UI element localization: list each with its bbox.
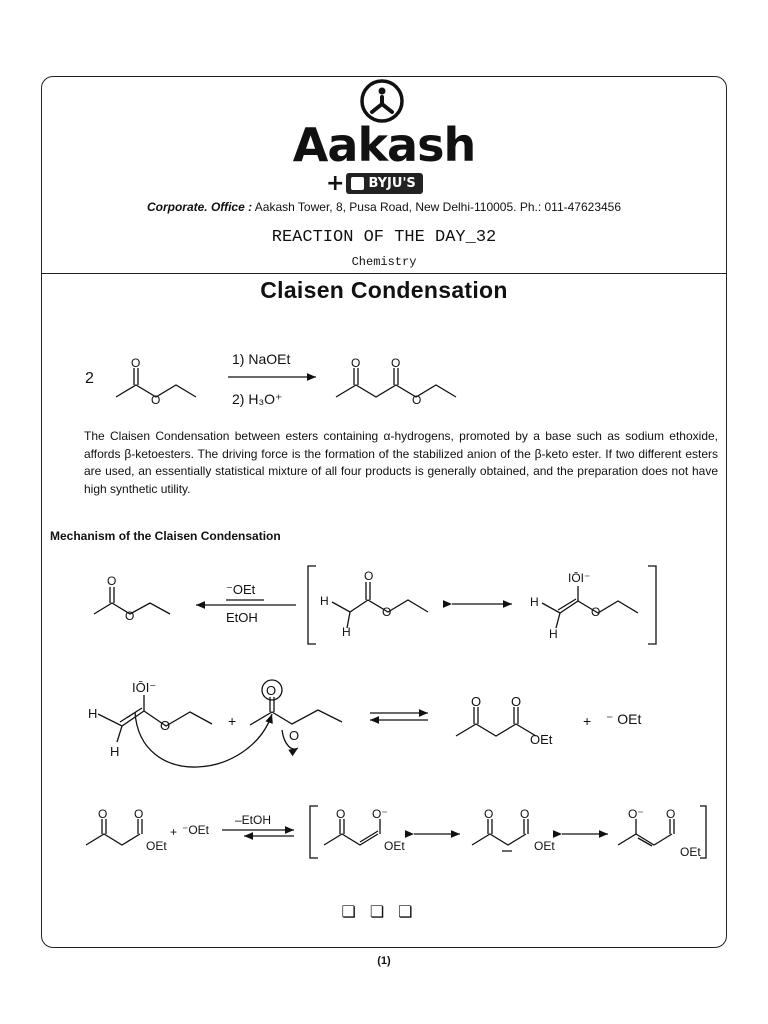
svg-text:O: O [336, 807, 346, 821]
svg-text:H: H [320, 594, 329, 608]
svg-text:IŌI⁻: IŌI⁻ [132, 680, 157, 695]
svg-text:O: O [666, 807, 676, 821]
svg-text:O: O [151, 393, 161, 407]
svg-text:OEt: OEt [680, 845, 701, 859]
svg-text:O: O [98, 807, 108, 821]
svg-text:H: H [530, 595, 539, 609]
page-number: (1) [377, 955, 391, 967]
svg-text:O: O [591, 605, 601, 619]
svg-text:O: O [125, 609, 135, 623]
svg-text:OEt: OEt [146, 839, 167, 853]
plus-sign: + [326, 170, 345, 196]
svg-text:O: O [160, 718, 171, 733]
svg-text:O: O [484, 807, 494, 821]
coefficient: 2 [85, 370, 94, 387]
svg-text:O: O [351, 356, 361, 370]
svg-text:O: O [107, 574, 117, 588]
svg-text:OEt: OEt [534, 839, 555, 853]
page-title: Claisen Condensation [260, 277, 508, 303]
svg-text:O: O [412, 393, 422, 407]
svg-text:+: + [170, 825, 178, 839]
mechanism-heading: Mechanism of the Claisen Condensation [50, 529, 281, 543]
svg-text:O⁻: O⁻ [628, 807, 644, 821]
svg-text:O: O [364, 569, 374, 583]
svg-text:H: H [342, 625, 351, 639]
reagent-1: 1) NaOEt [232, 351, 291, 367]
office-label: Corporate. Office : [146, 200, 253, 214]
svg-text:+: + [583, 713, 592, 729]
step3-reagent: –EtOH [235, 813, 272, 827]
svg-text:O: O [511, 694, 522, 709]
svg-text:O: O [471, 694, 482, 709]
electron-flow-arrow [135, 712, 272, 767]
svg-text:H: H [110, 744, 120, 759]
svg-text:O: O [134, 807, 144, 821]
svg-text:O: O [520, 807, 530, 821]
reagent-2: 2) H₃O⁺ [232, 391, 283, 407]
step3-base: ⁻OEt [182, 823, 210, 837]
svg-text:O: O [382, 605, 392, 619]
svg-text:H: H [549, 627, 558, 641]
ethyl-acetoacetate-structure [336, 385, 456, 397]
svg-text:IŌI⁻: IŌI⁻ [568, 571, 591, 585]
svg-text:O: O [266, 683, 277, 698]
svg-text:O: O [289, 728, 300, 743]
resonance-brackets-2 [310, 806, 706, 858]
svg-text:⁻ OEt: ⁻ OEt [606, 711, 642, 727]
step1-reagent-bottom: EtOH [226, 610, 258, 625]
description-paragraph: The Claisen Condensation between esters containing α-hydrogens, promoted by a base such as sodium ethoxide, affords β-ketoesters. The driving force is the formation of the stabilized anion of the β-keto ester. If two different esters are used, an essentially statistical mixture of all four products is generally obtained, and the preparation does not have high synthetic utility. [84, 429, 718, 496]
svg-text:+: + [228, 713, 237, 729]
svg-text:OEt: OEt [384, 839, 405, 853]
svg-text:H: H [88, 706, 98, 721]
svg-text:O: O [391, 356, 401, 370]
partner-name: BYJU'S [368, 175, 416, 191]
subject: Chemistry [351, 255, 417, 269]
end-markers: ❏❏❏ [341, 904, 427, 921]
brand-name: Aakash [292, 118, 476, 172]
svg-text:OEt: OEt [530, 732, 553, 747]
svg-text:O⁻: O⁻ [372, 807, 388, 821]
svg-text:O: O [131, 356, 141, 370]
step1-reagent-top: ⁻OEt [226, 582, 256, 597]
series-title: REACTION OF THE DAY_32 [271, 228, 497, 247]
office-address: Aakash Tower, 8, Pusa Road, New Delhi-110005. Ph.: 011-47623456 [252, 200, 622, 214]
